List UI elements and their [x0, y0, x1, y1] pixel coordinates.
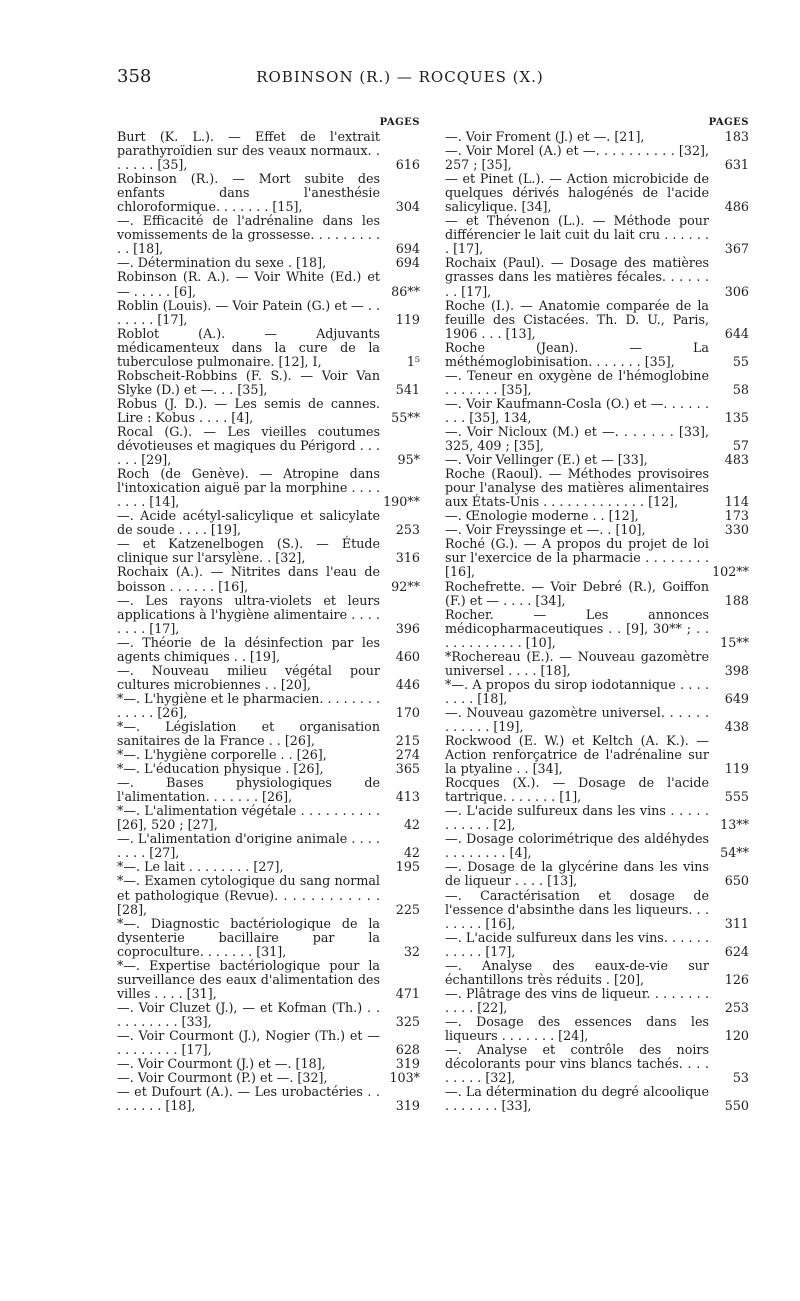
index-entry	[117, 776, 420, 804]
index-entry	[445, 1085, 749, 1113]
index-entry	[117, 1001, 420, 1029]
entry-page: 316	[395, 550, 420, 566]
entry-page: 102**	[712, 564, 749, 580]
index-entry	[445, 608, 749, 650]
entry-text: —. Acide acétyl-salicylique et salicylate de soude . . . . [19],	[117, 508, 380, 538]
entry-page: 253	[724, 999, 749, 1015]
entry-text: —. Caractérisation et dosage de l'essence d'absinthe dans les liqueurs. . . . . . . . [16],	[445, 887, 709, 931]
entry-page: 54**	[720, 845, 749, 861]
index-entry	[117, 720, 420, 748]
index-entry	[445, 959, 749, 987]
index-entry	[117, 214, 420, 256]
entry-text: —. L'acide sulfureux dans les vins. . . . . . . . . . . [17],	[445, 929, 709, 959]
entry-text: *—. Le lait . . . . . . . . [27],	[117, 859, 284, 875]
entry-text: —. Voir Froment (J.) et —. [21],	[445, 129, 645, 144]
entry-page: 694	[395, 241, 420, 257]
entry-text: *—. Expertise bactériologique pour la surveillance des eaux d'alimentation des villes . . . . [31],	[117, 957, 380, 1001]
index-entry	[117, 804, 420, 832]
entry-text: — et Pinet (L.). — Action microbicide de quelques dérivés halogénés de l'acide salicylique. [34],	[445, 171, 709, 215]
entry-text: *—. A propos du sirop iodotannique . . . . . . . . [18],	[445, 676, 709, 706]
index-entry	[445, 214, 749, 256]
entry-page: 103*	[389, 1070, 420, 1086]
entry-page: 471	[395, 985, 420, 1001]
entry-page: 311	[724, 915, 749, 931]
entry-page: 120	[724, 1028, 749, 1043]
entry-page: 190**	[383, 494, 420, 510]
right-column	[445, 116, 749, 1113]
index-entry	[117, 256, 420, 270]
entry-page: 57	[732, 438, 749, 454]
entry-page: 42	[403, 845, 420, 861]
entry-page: 650	[724, 873, 749, 889]
entry-page: 550	[724, 1098, 749, 1114]
index-entry	[117, 397, 420, 425]
index-entry	[117, 762, 420, 776]
entry-page: 460	[395, 648, 420, 664]
entry-text: —. Voir Vellinger (E.) et — [33],	[445, 452, 648, 468]
index-entry	[445, 1043, 749, 1085]
index-entry	[445, 860, 749, 888]
entry-text: — et Katzenelbogen (S.). — Étude clinique sur l'arsylène. . [32],	[117, 536, 380, 566]
index-entry	[117, 537, 420, 565]
entry-page: 628	[395, 1042, 420, 1058]
entry-text: — et Dufourt (A.). — Les urobactéries . . . . . . . . [18],	[117, 1084, 380, 1114]
entry-text: —. La détermination du degré alcoolique . . . . . . . [33],	[445, 1084, 709, 1114]
entry-page: 413	[395, 789, 420, 805]
entry-page: 319	[395, 1098, 420, 1114]
entry-page: 483	[724, 452, 749, 468]
entry-text: —. Plâtrage des vins de liqueur. . . . . . . . . . . . [22],	[445, 985, 709, 1015]
index-entry	[117, 917, 420, 959]
entry-text: —. Détermination du sexe . [18],	[117, 255, 327, 271]
entry-text: —. Voir Kaufmann-Cosla (O.) et —. . . . . . . . . [35], 134,	[445, 395, 709, 425]
entry-page: 188	[724, 592, 749, 608]
entry-page: 306	[724, 283, 749, 299]
entry-text: Rockwood (E. W.) et Keltch (A. K.). — Action renforçatrice de l'adrénaline sur la ptyaline . . [34],	[445, 733, 709, 777]
entry-text: —. L'alimentation d'origine animale . . . . . . . . [27],	[117, 831, 380, 861]
entry-page: 644	[724, 325, 749, 341]
running-title: ROBINSON (R.) — ROCQUES (X.)	[256, 68, 544, 86]
entry-text: Roblot (A.). — Adjuvants médicamenteux dans la cure de la tuberculose pulmonaire. [12], I,	[117, 325, 380, 369]
entry-page: 1⁵	[406, 353, 420, 369]
index-entry	[117, 509, 420, 537]
entry-page: 119	[724, 761, 749, 777]
index-entry	[445, 509, 749, 523]
entry-page: 86**	[391, 283, 420, 299]
entry-page: 32	[403, 943, 420, 959]
index-entry	[445, 706, 749, 734]
entry-page: 13**	[720, 817, 749, 833]
entry-text: Roche (I.). — Anatomie comparée de la feuille des Cistacées. Th. D. U., Paris, 1906 . . . [13],	[445, 297, 709, 341]
index-entry	[445, 397, 749, 425]
index-entry	[117, 270, 420, 298]
entry-page: 398	[724, 662, 749, 678]
entry-text: Roche (Raoul). — Méthodes provisoires pour l'analyse des matières alimentaires aux États-Unis . . . . . . . . . . . . . [12],	[445, 466, 709, 510]
index-entry	[117, 425, 420, 467]
entry-page: 330	[724, 522, 749, 538]
index-entry	[117, 692, 420, 720]
entry-page: 365	[395, 761, 420, 777]
index-entry	[117, 748, 420, 762]
entry-text: —. Dosage des essences dans les liqueurs . . . . . . . [24],	[445, 1013, 709, 1043]
index-entry	[117, 369, 420, 397]
entry-page: 446	[395, 676, 420, 692]
entry-text: —. Dosage colorimétrique des aldéhydes . . . . . . . . [4],	[445, 831, 709, 861]
index-entry	[117, 1085, 420, 1113]
index-entry	[117, 327, 420, 369]
entry-text: —. Dosage de la glycérine dans les vins de liqueur . . . . [13],	[445, 859, 709, 889]
index-entry	[445, 453, 749, 467]
entry-text: Robinson (R.). — Mort subite des enfants dans l'anesthésie chloroformique. . . . . . . [15],	[117, 171, 380, 215]
entry-page: 396	[395, 620, 420, 636]
index-entry	[117, 860, 420, 874]
entry-text: *Rochereau (E.). — Nouveau gazomètre universel . . . . [18],	[445, 648, 709, 678]
entry-page: 541	[395, 381, 420, 397]
entry-text: —. Théorie de la désinfection par les agents chimiques . . [19],	[117, 634, 380, 664]
index-entry	[445, 678, 749, 706]
entry-text: —. Bases physiologiques de l'alimentation. . . . . . . [26],	[117, 775, 380, 805]
index-entry	[445, 537, 749, 579]
entry-text: Burt (K. L.). — Effet de l'extrait parathyroïdien sur des veaux normaux. . . . . . . [35],	[117, 129, 380, 173]
index-entry	[117, 594, 420, 636]
entry-page: 624	[724, 943, 749, 959]
index-entry	[117, 565, 420, 593]
entry-page: 325	[395, 1013, 420, 1029]
entry-text: Rocal (G.). — Les vieilles coutumes dévotieuses et magiques du Périgord . . . . . . [29],	[117, 423, 380, 468]
index-entry	[445, 804, 749, 832]
entry-text: *—. L'hygiène corporelle . . [26],	[117, 747, 327, 763]
index-entry	[117, 130, 420, 172]
entry-page: 367	[724, 241, 749, 257]
entry-text: —. Nouveau gazomètre universel. . . . . . . . . . . . [19],	[445, 704, 709, 734]
index-entry	[445, 341, 749, 369]
entry-page: 42	[403, 817, 420, 833]
entry-text: —. Les rayons ultra-violets et leurs applications à l'hygiène alimentaire . . . . . . . . [17],	[117, 592, 380, 636]
index-entry	[445, 734, 749, 776]
entry-page: 119	[395, 311, 420, 327]
pages-column-heading: PAGES	[708, 117, 749, 128]
entry-text: *—. L'hygiène et le pharmacien. . . . . . . . . . . . . [26],	[117, 690, 380, 720]
index-entry	[117, 832, 420, 860]
entry-text: Rocher. — Les annonces médicopharmaceutiques . . [9], 30** ; . . . . . . . . . . . . [10],	[445, 606, 709, 650]
entry-page: 195	[395, 859, 420, 875]
entry-text: *—. L'alimentation végétale . . . . . . . . . . [26], 520 ; [27],	[117, 803, 380, 833]
page-number: 358	[117, 66, 152, 87]
entry-text: Robinson (R. A.). — Voir White (Ed.) et — . . . . . [6],	[117, 269, 380, 299]
entry-text: —. Analyse et contrôle des noirs décolorants pour vins blancs tachés. . . . . . . . . [32],	[445, 1042, 709, 1086]
entry-page: 135	[724, 409, 749, 425]
entry-page: 170	[395, 704, 420, 720]
page-header	[0, 66, 800, 96]
index-entry	[445, 1015, 749, 1043]
index-entry	[445, 650, 749, 678]
entry-text: Roche (Jean). — La méthémoglobinisation. . . . . . . [35],	[445, 339, 709, 369]
entry-page: 183	[724, 129, 749, 144]
index-entry	[445, 299, 749, 341]
pages-column-heading: PAGES	[379, 117, 420, 128]
index-entry	[117, 172, 420, 214]
entry-text: —. Efficacité de l'adrénaline dans les vomissements de la grossesse. . . . . . . . . . . [18],	[117, 213, 380, 257]
entry-page: 274	[395, 747, 420, 763]
entry-text: *—. Examen cytologique du sang normal et pathologique (Revue). . . . . . . . . . . . [28],	[117, 873, 380, 917]
entry-page: 173	[724, 508, 749, 524]
index-entry	[445, 172, 749, 214]
entry-text: Rochaix (A.). — Nitrites dans l'eau de boisson . . . . . . [16],	[117, 564, 380, 594]
entry-text: — et Thévenon (L.). — Méthode pour différencier le lait cuit du lait cru . . . . . . . [17],	[445, 213, 709, 257]
entry-text: —. Teneur en oxygène de l'hémoglobine . . . . . . . [35],	[445, 367, 709, 397]
index-entry	[117, 1029, 420, 1057]
entry-page: 55**	[391, 409, 420, 425]
entry-page: 95*	[397, 452, 420, 468]
entry-page: 55	[732, 353, 749, 369]
entry-page: 92**	[391, 578, 420, 594]
index-entry	[445, 832, 749, 860]
index-entry	[117, 664, 420, 692]
index-entry	[445, 425, 749, 453]
entry-text: —. Œnologie moderne . . [12],	[445, 508, 639, 524]
entry-page: 694	[395, 255, 420, 271]
index-entry	[445, 130, 749, 144]
entry-text: *—. Législation et organisation sanitaires de la France . . [26],	[117, 718, 380, 749]
entry-page: 486	[724, 199, 749, 215]
index-entry	[117, 467, 420, 509]
index-entry	[445, 369, 749, 397]
left-column	[117, 116, 420, 1113]
entry-text: Robus (J. D.). — Les semis de cannes. Lire : Kobus . . . . [4],	[117, 395, 380, 425]
entry-text: —. Voir Courmont (P.) et —. [32],	[117, 1070, 328, 1086]
index-entry	[445, 144, 749, 172]
entry-text: —. L'acide sulfureux dans les vins . . . . . . . . . . . [2],	[445, 803, 709, 833]
entry-text: —. Voir Nicloux (M.) et —. . . . . . . [33], 325, 409 ; [35],	[445, 423, 709, 454]
index-entry	[117, 299, 420, 327]
entry-text: —. Voir Morel (A.) et —. . . . . . . . . . [32], 257 ; [35],	[445, 143, 709, 173]
entry-text: —. Voir Courmont (J.), Nogier (Th.) et — . . . . . . . . [17],	[117, 1028, 380, 1058]
entry-text: Roch (de Genève). — Atropine dans l'intoxication aiguë par la morphine . . . . . . . . [14],	[117, 466, 380, 510]
index-entry	[117, 636, 420, 664]
entry-page: 319	[395, 1056, 420, 1072]
index-entry	[117, 1071, 420, 1085]
entry-text: —. Voir Courmont (J.) et —. [18],	[117, 1056, 326, 1072]
entry-text: Roblin (Louis). — Voir Patein (G.) et — . . . . . . . [17],	[117, 297, 380, 327]
index-entry	[445, 467, 749, 509]
index-entry	[445, 889, 749, 931]
entry-page: 15**	[720, 634, 749, 650]
index-entry	[445, 256, 749, 298]
entry-page: 215	[395, 733, 420, 749]
index-entry	[117, 1057, 420, 1071]
entry-text: —. Nouveau milieu végétal pour cultures microbiennes . . [20],	[117, 662, 380, 692]
entry-page: 225	[395, 901, 420, 917]
entry-text: Robscheit-Robbins (F. S.). — Voir Van Slyke (D.) et —. . . [35],	[117, 367, 380, 397]
index-entry	[445, 931, 749, 959]
entry-text: Roché (G.). — A propos du projet de loi sur l'exercice de la pharmacie . . . . . . . . [16],	[445, 536, 709, 580]
entry-text: —. Voir Cluzet (J.), — et Kofman (Th.) . . . . . . . . . . [33],	[117, 999, 380, 1029]
entry-text: Rocques (X.). — Dosage de l'acide tartrique. . . . . . . [1],	[445, 775, 709, 805]
entry-page: 616	[395, 157, 420, 173]
entry-page: 253	[395, 522, 420, 538]
entry-page: 555	[724, 789, 749, 805]
entry-page: 53	[732, 1070, 749, 1086]
entry-page: 631	[724, 157, 749, 173]
entry-text: *—. L'éducation physique . [26],	[117, 761, 324, 777]
entry-text: Rochefrette. — Voir Debré (R.), Goiffon (F.) et — . . . . [34],	[445, 578, 709, 608]
entry-page: 438	[724, 718, 749, 734]
entry-text: —. Analyse des eaux-de-vie sur échantillons très réduits . [20],	[445, 957, 709, 987]
entry-text: *—. Diagnostic bactériologique de la dysenterie bacillaire par la coproculture. . . . . . . [31],	[117, 915, 380, 959]
index-entry	[445, 523, 749, 537]
entry-text: —. Voir Freyssinge et —. . [10],	[445, 522, 646, 538]
index-entry	[117, 874, 420, 916]
entry-page: 649	[724, 690, 749, 706]
entry-page: 304	[395, 199, 420, 215]
index-entry	[117, 959, 420, 1001]
index-entry	[445, 987, 749, 1015]
entry-text: Rochaix (Paul). — Dosage des matières grasses dans les matières fécales. . . . . . . . [17],	[445, 255, 709, 299]
index-entry	[445, 580, 749, 608]
entry-page: 114	[724, 494, 749, 510]
entry-page: 58	[732, 381, 749, 397]
index-entry	[445, 776, 749, 804]
entry-page: 126	[724, 971, 749, 987]
